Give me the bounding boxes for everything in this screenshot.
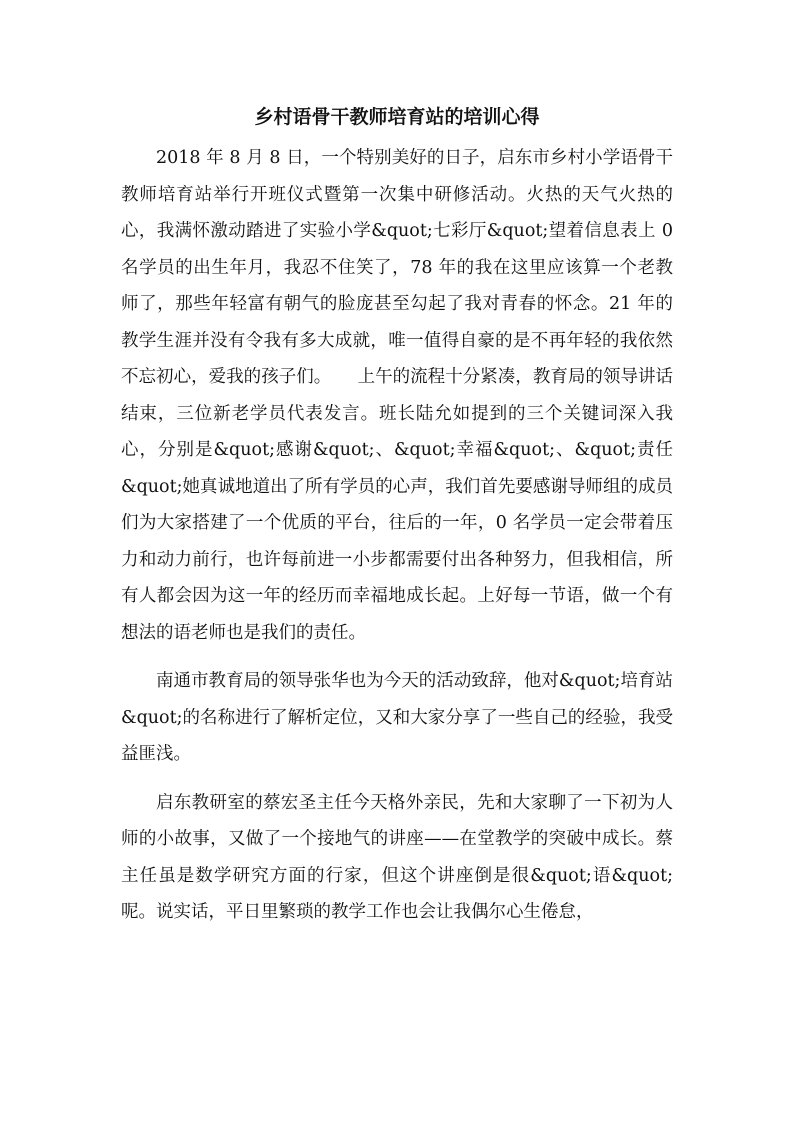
paragraph-education-bureau-speech: 南通市教育局的领导张华也为今天的活动致辞，他对&quot;培育站&quot;的名称进行了解析定位，又和大家分享了一些自己的经验，我受益匪浅。 [121, 671, 673, 764]
document-title: 乡村语骨干教师培育站的培训心得 [254, 106, 540, 128]
paragraph-lecture: 启东教研室的蔡宏圣主任今天格外亲民，先和大家聊了一下初为人师的小故事，又做了一个接地气的讲座——在堂教学的突破中成长。蔡主任虽是数学研究方面的行家，但这个讲座倒是很&quot;语&quot;呢。说实话，平日里繁琐的教学工作也会让我偶尔心生倦怠， [121, 792, 673, 922]
paragraph-opening-ceremony: 2018 年 8 月 8 日，一个特别美好的日子，启东市乡村小学语骨干教师培育站举行开班仪式暨第一次集中研修活动。火热的天气火热的心，我满怀激动踏进了实验小学&quot;七彩厅&quot;望着信息表上 0 名学员的出生年月，我忍不住笑了，78 年的我在这里应该算一个老教师了，那些年轻富有朝气的脸庞甚至勾起了我对青春的怀念。21 年的教学生涯并没有令我有多大成就，唯一值得自豪的是不再年轻的我依然不忘初心，爱我的孩子们。 上午的流程十分紧凑，教育局的领导讲话结束，三位新老学员代表发言。班长陆允如提到的三个关键词深入我心，分别是&quot;感谢&quot;、&quot;幸福&quot;、&quot;责任&quot;她真诚地道出了所有学员的心声，我们首先要感谢导师组的成员们为大家搭建了一个优质的平台，往后的一年，0 名学员一定会带着压力和动力前行，也许每前进一小步都需要付出各种努力，但我相信，所有人都会因为这一年的经历而幸福地成长起。上好每一节语，做一个有想法的语老师也是我们的责任。 [121, 148, 673, 643]
document-body [121, 140, 673, 931]
